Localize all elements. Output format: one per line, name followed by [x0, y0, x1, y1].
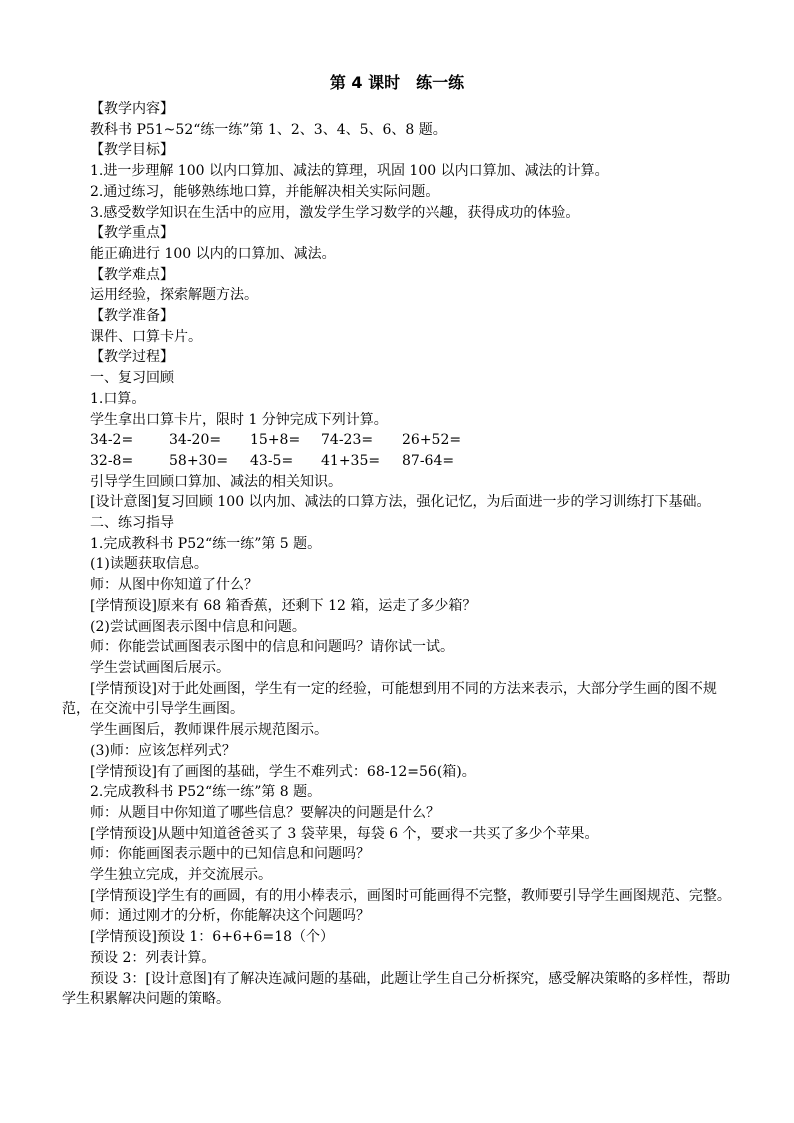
text-line: 师：从题目中你知道了哪些信息？要解决的问题是什么？ [90, 804, 440, 821]
calc-row [62, 451, 738, 472]
calc-item: 26+52= [402, 432, 462, 449]
text-line: 运用经验，探索解题方法。 [90, 287, 258, 304]
text-line: 师：你能画图表示题中的已知信息和问题吗？ [90, 846, 370, 863]
text-line: 【教学过程】 [90, 349, 174, 366]
text-line: 教科书 P51~52“练一练”第 1、2、3、4、5、6、8 题。 [90, 121, 447, 138]
text-line: [学情预设]对于此处画图，学生有一定的经验，可能想到用不同的方法来表示，大部分学生画的图不规范，在交流中引导学生画图。 [62, 680, 717, 718]
calc-item: 41+35= [321, 452, 381, 469]
calc-item: 74-23= [321, 432, 374, 449]
text-line: 一、复习回顾 [90, 370, 174, 387]
text-line: 学生独立完成，并交流展示。 [90, 867, 272, 884]
calc-item: 34-20= [169, 432, 222, 449]
text-line: 1.完成教科书 P52“练一练”第 5 题。 [90, 535, 322, 552]
text-line: 预设 3：[设计意图]有了解决连减问题的基础，此题让学生自己分析探究，感受解决策略的多样性，帮助学生积累解决问题的策略。 [62, 970, 731, 1008]
text-line: (3)师：应该怎样列式？ [90, 742, 236, 759]
text-line: [学情预设]原来有 68 箱香蕉，还剩下 12 箱，运走了多少箱？ [90, 597, 477, 614]
calc-item: 34-2= [90, 432, 134, 449]
text-line: 3.感受数学知识在生活中的应用，激发学生学习数学的兴趣，获得成功的体验。 [90, 204, 580, 221]
lesson-body [62, 99, 738, 1010]
text-line: [学情预设]预设 1：6+6+6=18（个） [90, 929, 335, 946]
text-line: 【教学内容】 [90, 101, 174, 117]
text-line: 1.口算。 [90, 390, 146, 407]
text-line: 学生画图后，教师课件展示规范图示。 [90, 722, 328, 739]
text-line: 能正确进行 100 以内的口算加、减法。 [90, 245, 336, 262]
calc-row [62, 430, 738, 451]
text-line: 师：从图中你知道了什么？ [90, 577, 258, 594]
text-line: [学情预设]有了画图的基础，学生不难列式：68-12=56(箱)。 [90, 763, 476, 780]
text-line: 【教学难点】 [90, 266, 174, 283]
text-line: 师：你能尝试画图表示图中的信息和问题吗？请你试一试。 [90, 639, 454, 656]
text-line: 2.完成教科书 P52“练一练”第 8 题。 [90, 784, 322, 801]
calc-item: 32-8= [90, 452, 134, 469]
text-line: 【教学重点】 [90, 225, 174, 242]
text-line: 课件、口算卡片。 [90, 328, 202, 345]
text-line: 引导学生回顾口算加、减法的相关知识。 [90, 473, 342, 490]
calc-item: 87-64= [402, 452, 455, 469]
text-line: [学情预设]从题中知道爸爸买了 3 袋苹果，每袋 6 个，要求一共买了多少个苹果。 [90, 825, 599, 842]
calc-item: 43-5= [250, 452, 294, 469]
text-line: 2.通过练习，能够熟练地口算，并能解决相关实际问题。 [90, 183, 440, 200]
text-line: 二、练习指导 [90, 515, 174, 532]
text-line: 预设 2：列表计算。 [90, 949, 216, 966]
text-line: 师：通过刚才的分析，你能解决这个问题吗？ [90, 908, 370, 925]
calc-item: 58+30= [169, 452, 229, 469]
text-line: [学情预设]学生有的画圆，有的用小棒表示，画图时可能画得不完整，教师要引导学生画图规范、完整。 [90, 887, 731, 904]
lesson-title: 第 4 课时 练一练 [329, 73, 465, 92]
text-line: 【教学准备】 [90, 308, 174, 325]
text-line: (2)尝试画图表示图中信息和问题。 [90, 618, 306, 635]
text-line: 1.进一步理解 100 以内口算加、减法的算理，巩固 100 以内口算加、减法的计算。 [90, 163, 609, 180]
calc-item: 15+8= [250, 432, 301, 449]
text-line: (1)读题获取信息。 [90, 556, 208, 573]
text-line: 学生拿出口算卡片，限时 1 分钟完成下列计算。 [90, 411, 388, 428]
text-line: 【教学目标】 [90, 142, 174, 159]
text-line: [设计意图]复习回顾 100 以内加、减法的口算方法，强化记忆，为后面进一步的学习训练打下基础。 [90, 494, 711, 511]
text-line: 学生尝试画图后展示。 [90, 659, 230, 676]
